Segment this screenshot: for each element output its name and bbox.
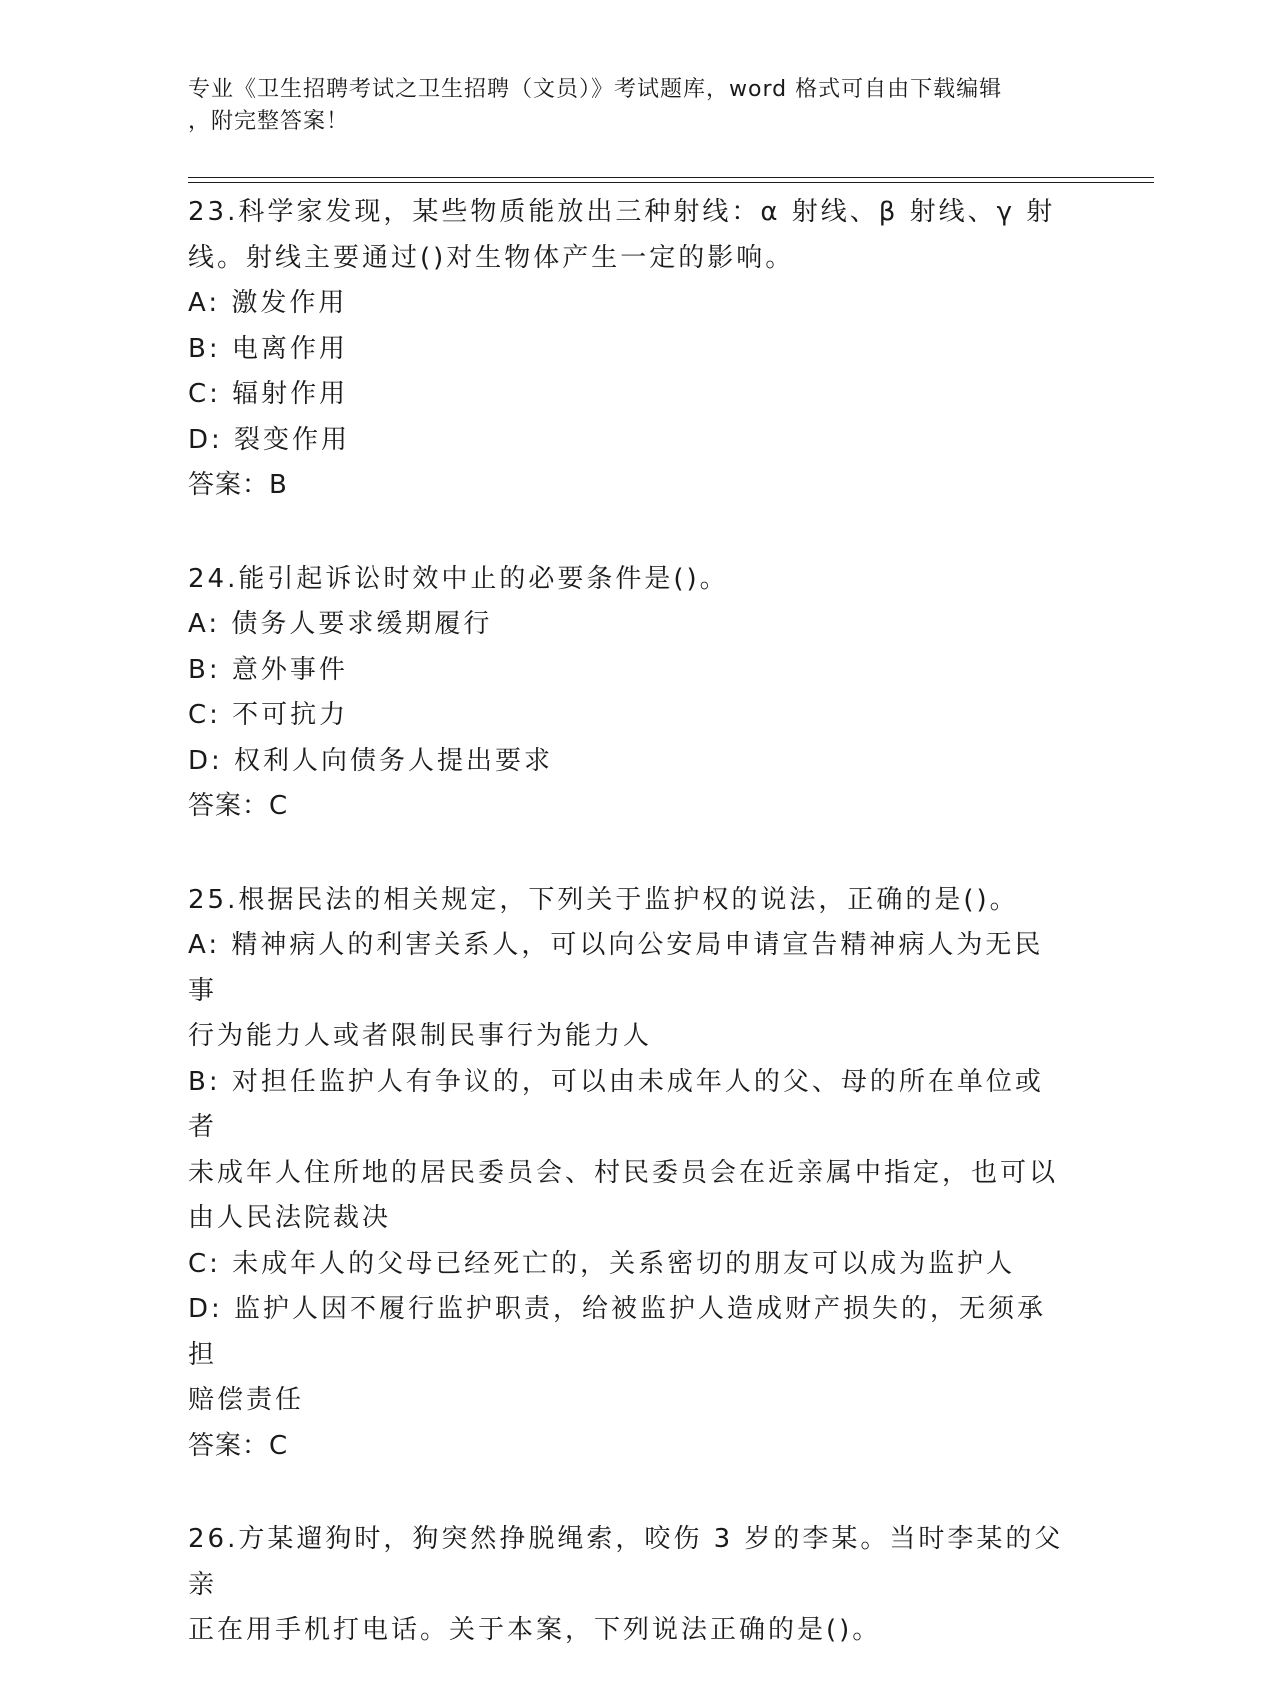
option-b: B: 电离作用 <box>188 333 348 364</box>
option-d: D: 权利人向债务人提出要求 <box>188 745 554 776</box>
option-b: B: 意外事件 <box>188 654 348 685</box>
option-a-continued: 行为能力人或者限制民事行为能力人 <box>188 1021 653 1051</box>
header-divider <box>188 177 1154 183</box>
answer: 答案：C <box>188 1430 289 1461</box>
question-24 <box>188 557 1068 830</box>
question-26 <box>188 1517 1068 1654</box>
option-a: A: 债务人要求缓期履行 <box>188 609 493 639</box>
header-line-2: ，附完整答案！ <box>188 109 350 134</box>
question-list <box>188 190 1068 1702</box>
question-stem: 26.方某遛狗时，狗突然挣脱绳索，咬伤 3 岁的李某。当时李某的父亲 <box>188 1524 1064 1600</box>
document-header <box>188 74 1068 138</box>
option-c: C: 辐射作用 <box>188 379 349 409</box>
question-stem-continued: 线。射线主要通过()对生物体产生一定的影响。 <box>188 242 795 273</box>
answer: 答案：C <box>188 791 289 821</box>
option-c: C: 不可抗力 <box>188 700 349 730</box>
question-25 <box>188 878 1068 1470</box>
option-a: A: 激发作用 <box>188 288 348 318</box>
option-d-continued: 赔偿责任 <box>188 1385 305 1415</box>
option-d: D: 裂变作用 <box>188 424 351 455</box>
question-stem: 23.科学家发现，某些物质能放出三种射线：α 射线、β 射线、γ 射 <box>188 197 1056 227</box>
answer: 答案：B <box>188 470 288 500</box>
option-b-continued: 未成年人住所地的居民委员会、村民委员会在近亲属中指定，也可以 <box>188 1157 1059 1188</box>
option-c: C: 未成年人的父母已经死亡的，关系密切的朋友可以成为监护人 <box>188 1248 1016 1279</box>
option-d: D: 监护人因不履行监护职责，给被监护人造成财产损失的，无须承担 <box>188 1294 1047 1370</box>
option-a: A: 精神病人的利害关系人，可以向公安局申请宣告精神病人为无民事 <box>188 930 1044 1006</box>
question-stem-continued: 正在用手机打电话。关于本案，下列说法正确的是()。 <box>188 1615 882 1645</box>
question-23 <box>188 190 1068 509</box>
question-stem: 24.能引起诉讼时效中止的必要条件是()。 <box>188 563 729 594</box>
option-b: B: 对担任监护人有争议的，可以由未成年人的父、母的所在单位或者 <box>188 1066 1044 1142</box>
header-line-1: 专业《卫生招聘考试之卫生招聘（文员）》考试题库，word 格式可自由下载编辑 <box>188 77 1003 102</box>
question-stem: 25.根据民法的相关规定，下列关于监护权的说法，正确的是()。 <box>188 884 1019 915</box>
option-b-continued-2: 由人民法院裁决 <box>188 1203 392 1233</box>
